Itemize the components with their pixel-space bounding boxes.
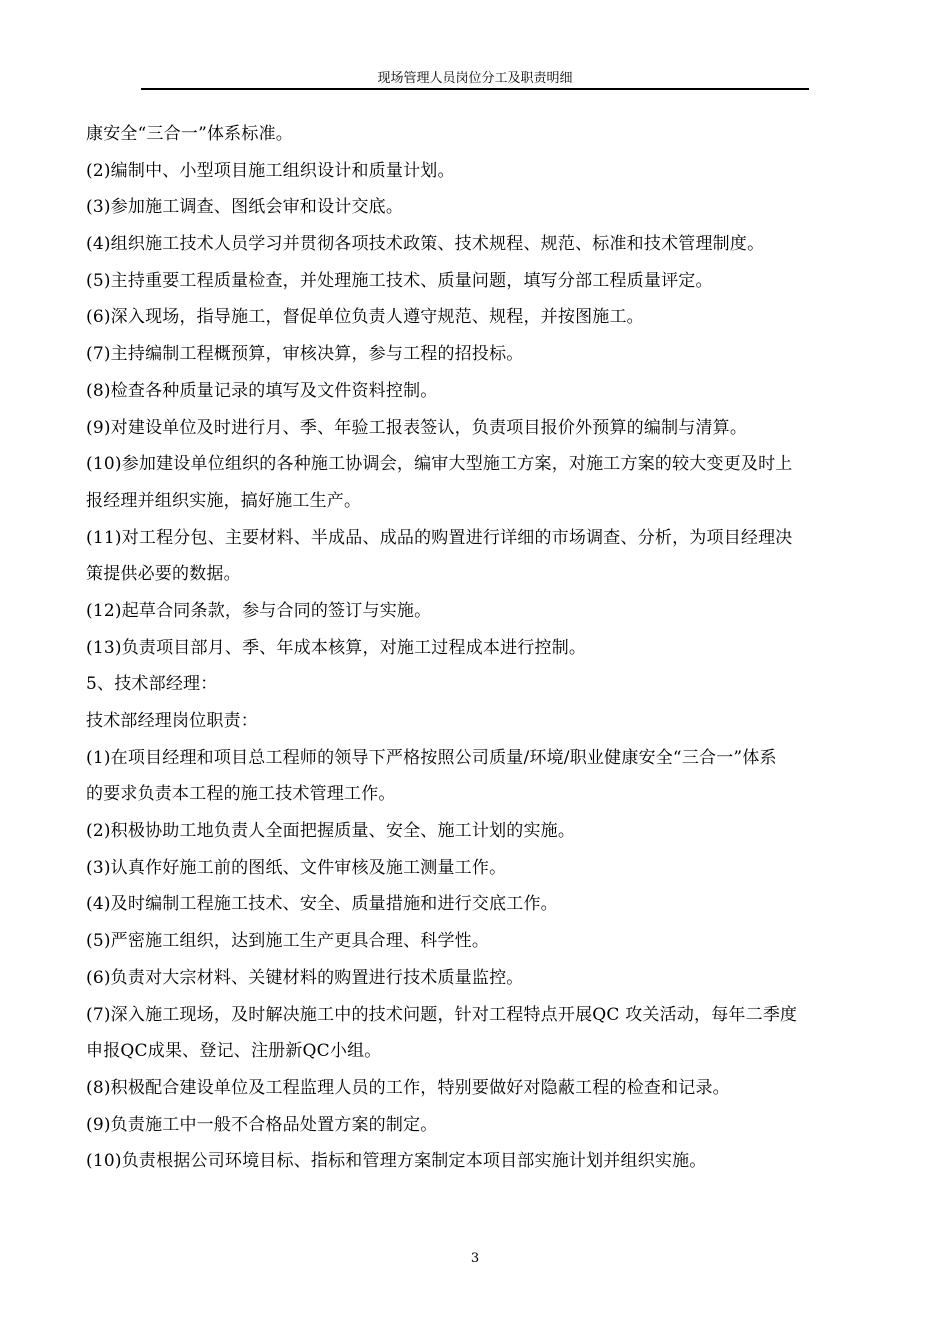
text-line: (6)深入现场，指导施工，督促单位负责人遵守规范、规程，并按图施工。 [86, 307, 644, 328]
text-line: (2)编制中、小型项目施工组织设计和质量计划。 [86, 160, 455, 181]
text-line: (13)负责项目部月、季、年成本核算，对施工过程成本进行控制。 [86, 637, 587, 658]
page-number: 3 [470, 1251, 480, 1266]
text-line: (9)负责施工中一般不合格品处置方案的制定。 [86, 1114, 438, 1135]
text-line: (5)严密施工组织，达到施工生产更具合理、科学性。 [86, 931, 490, 952]
text-line: (1)在项目经理和项目总工程师的领导下严格按照公司质量/环境/职业健康安全“三合一”体系 [86, 747, 777, 768]
text-line: 申报QC成果、登记、注册新QC小组。 [86, 1041, 382, 1062]
text-line: (12)起草合同条款，参与合同的签订与实施。 [86, 600, 432, 621]
text-line: (11)对工程分包、主要材料、半成品、成品的购置进行详细的市场调查、分析，为项目经理决 [86, 527, 793, 548]
text-line: (7)深入施工现场，及时解决施工中的技术问题，针对工程特点开展QC 攻关活动，每年二季度 [86, 1004, 798, 1025]
text-line: (2)积极协助工地负责人全面把握质量、安全、施工计划的实施。 [86, 821, 576, 842]
subsection-heading: 技术部经理岗位职责： [86, 711, 258, 731]
text-line: 报经理并组织实施，搞好施工生产。 [86, 490, 362, 511]
text-line: (9)对建设单位及时进行月、季、年验工报表签认，负责项目报价外预算的编制与清算。 [86, 417, 748, 438]
text-line: (8)检查各种质量记录的填写及文件资料控制。 [86, 380, 438, 401]
text-line: (3)认真作好施工前的图纸、文件审核及施工测量工作。 [86, 857, 507, 878]
text-line: (4)组织施工技术人员学习并贯彻各项技术政策、技术规程、规范、标准和技术管理制度。 [86, 234, 765, 255]
document-body [86, 116, 876, 1180]
section-heading: 5、技术部经理： [86, 674, 218, 695]
text-line: (5)主持重要工程质量检查，并处理施工技术、质量问题，填写分部工程质量评定。 [86, 270, 713, 291]
text-line: (10)参加建设单位组织的各种施工协调会，编审大型施工方案，对施工方案的较大变更及时上 [86, 454, 793, 475]
header-title: 现场管理人员岗位分工及职责明细 [377, 71, 573, 86]
text-line: (7)主持编制工程概预算，审核决算，参与工程的招投标。 [86, 344, 524, 365]
text-line: (3)参加施工调查、图纸会审和设计交底。 [86, 197, 404, 218]
text-line: (8)积极配合建设单位及工程监理人员的工作，特别要做好对隐蔽工程的检查和记录。 [86, 1077, 730, 1098]
text-line: 的要求负责本工程的施工技术管理工作。 [86, 784, 396, 805]
text-line: (4)及时编制工程施工技术、安全、质量措施和进行交底工作。 [86, 894, 558, 915]
page-header [141, 70, 809, 90]
text-line: 策提供必要的数据。 [86, 564, 241, 585]
text-line: (10)负责根据公司环境目标、指标和管理方案制定本项目部实施计划并组织实施。 [86, 1151, 707, 1172]
text-line: 康安全“三合一”体系标准。 [86, 124, 293, 144]
text-line: (6)负责对大宗材料、关键材料的购置进行技术质量监控。 [86, 967, 524, 988]
